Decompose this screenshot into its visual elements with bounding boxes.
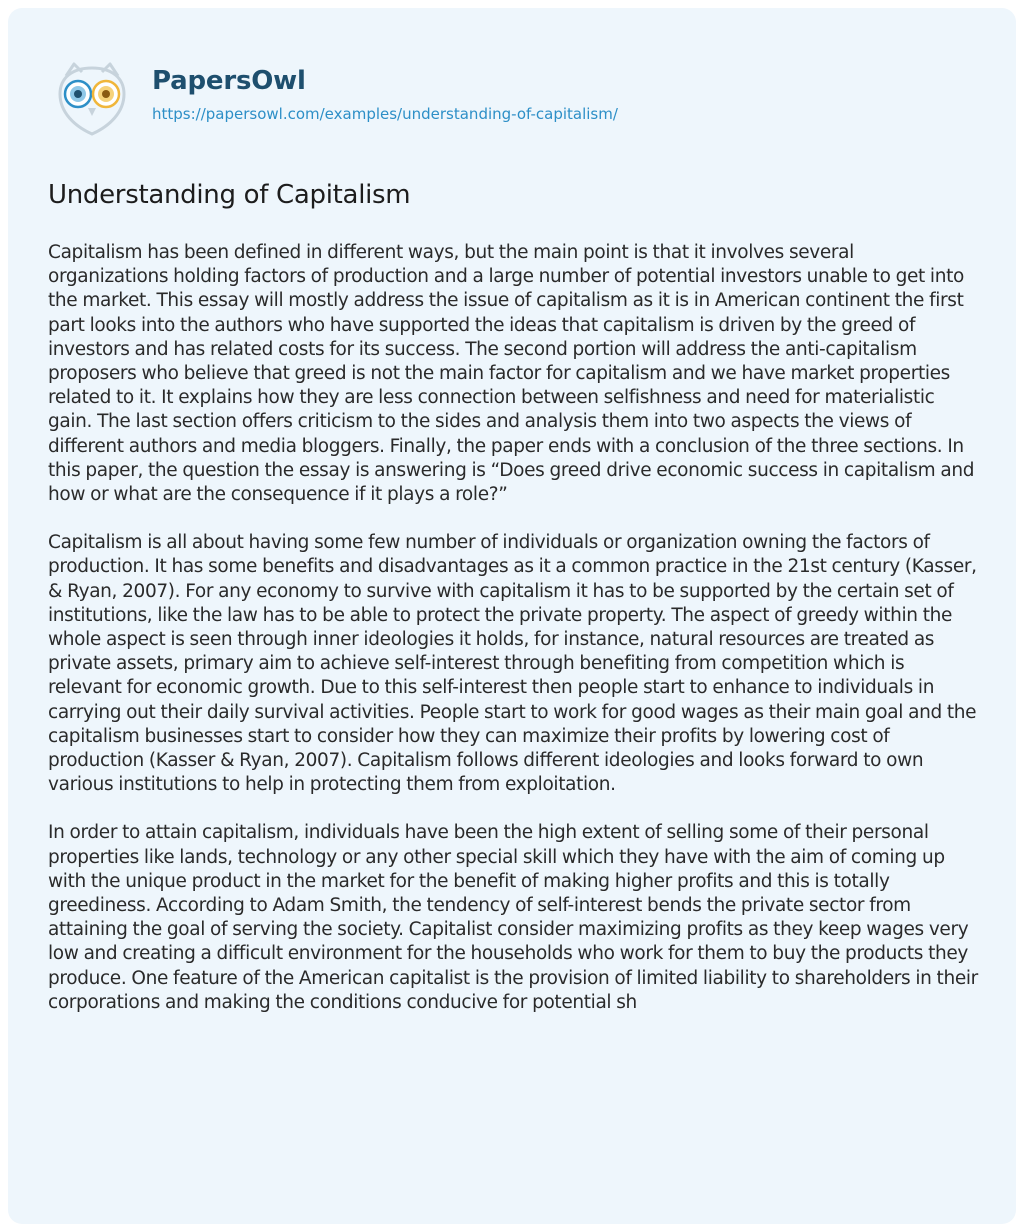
brand-name[interactable]: PapersOwl: [152, 66, 306, 96]
paragraph: Capitalism is all about having some few number of individuals or organization owning the factors of production. It has some benefits and disadvantages as it a common practice in the 21st century (Kasser, & Ryan, 2007). For any economy to survive with capitalism it has to be supported by the certain set of institutions, like the law has to be able to protect the private property. The aspect of greedy within the whole aspect is seen through inner ideologies it holds, for instance, natural resources are treated as private assets, primary aim to achieve self-interest through benefiting from competition which is relevant for economic growth. Due to this self-interest then people start to enhance to individuals in carrying out their daily survival activities. People start to work for good wages as their main goal and the capitalism businesses start to consider how they can maximize their profits by lowering cost of production (Kasser & Ryan, 2007). Capitalism follows different ideologies and looks forward to own various institutions to help in protecting them from exploitation.: [48, 532, 977, 796]
essay-body: [48, 241, 978, 1039]
site-header: [48, 58, 618, 142]
page-title: Understanding of Capitalism: [48, 180, 411, 210]
paragraph: Capitalism has been defined in different ways, but the main point is that it involves several organizations holding factors of production and a large number of potential investors unable to get into the market. This essay will mostly address the issue of capitalism as it is in American continent the first part looks into the authors who have supported the ideas that capitalism is driven by the greed of investors and has related costs for its success. The second portion will address the anti-capitalism proposers who believe that greed is not the main factor for capitalism and we have market properties related to it. It explains how they are less connection between selfishness and need for materialistic gain. The last section offers criticism to the sides and analysis them into two aspects the views of different authors and media bloggers. Finally, the paper ends with a conclusion of the three sections. In this paper, the question the essay is answering is “Does greed drive economic success in capitalism and how or what are the consequence if it plays a role?”: [48, 242, 975, 506]
source-url-link[interactable]: https://papersowl.com/examples/understanding-of-capitalism/: [152, 105, 618, 123]
owl-logo-icon[interactable]: [48, 54, 136, 142]
document-card: [8, 8, 1016, 1224]
paragraph: In order to attain capitalism, individuals have been the high extent of selling some of their personal properties like lands, technology or any other special skill which they have with the aim of coming up with the unique product in the market for the benefit of making higher profits and this is totally greediness. According to Adam Smith, the tendency of self-interest bends the private sector from attaining the goal of serving the society. Capitalist consider maximizing profits as they keep wages very low and creating a difficult environment for the households who work for them to buy the products they produce. One feature of the American capitalist is the provision of limited liability to shareholders in their corporations and making the conditions conducive for potential sh: [48, 822, 978, 1013]
brand-block: [152, 66, 618, 124]
